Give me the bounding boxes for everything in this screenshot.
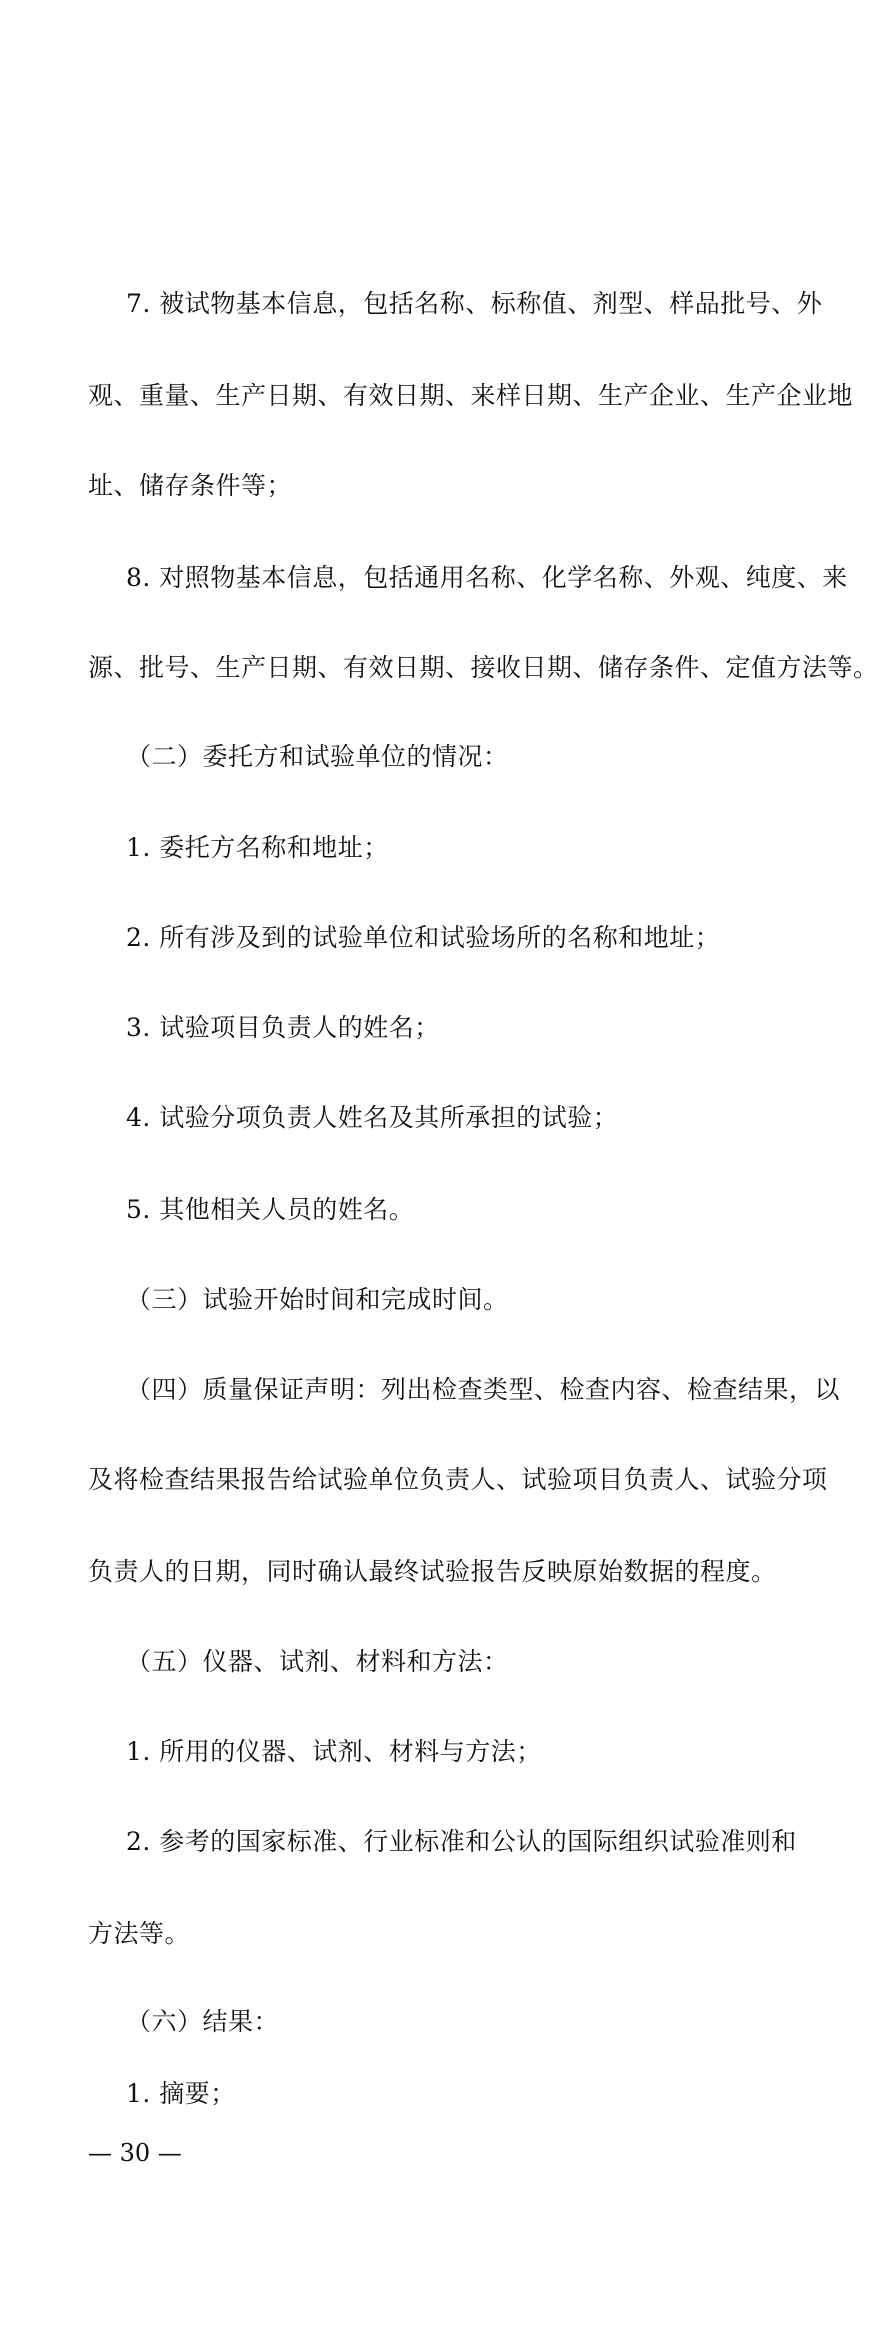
text-line-17: 1. 所用的仪器、试剂、材料与方法；	[126, 1737, 542, 1766]
text-line-19: 方法等。	[88, 1919, 191, 1948]
text-line-4: 8. 对照物基本信息，包括通用名称、化学名称、外观、纯度、来	[126, 563, 848, 592]
section-heading-3: （三）试验开始时间和完成时间。	[126, 1285, 509, 1314]
text-line-1: 7. 被试物基本信息，包括名称、标称值、剂型、样品批号、外	[126, 289, 823, 318]
section-heading-4: （四）质量保证声明：列出检查类型、检查内容、检查结果，以	[126, 1375, 841, 1404]
text-line-8: 2. 所有涉及到的试验单位和试验场所的名称和地址；	[126, 923, 721, 952]
text-line-14: 及将检查结果报告给试验单位负责人、试验项目负责人、试验分项	[88, 1465, 828, 1494]
text-line-21: 1. 摘要；	[126, 2079, 236, 2108]
text-line-3: 址、储存条件等；	[88, 471, 293, 500]
text-line-18: 2. 参考的国家标准、行业标准和公认的国际组织试验准则和	[126, 1827, 797, 1856]
section-heading-5: （五）仪器、试剂、材料和方法：	[126, 1647, 509, 1676]
section-heading-6: （六）结果：	[126, 2007, 280, 2036]
text-line-7: 1. 委托方名称和地址；	[126, 833, 389, 862]
text-line-11: 5. 其他相关人员的姓名。	[126, 1195, 415, 1224]
section-heading-2: （二）委托方和试验单位的情况：	[126, 742, 509, 771]
text-line-2: 观、重量、生产日期、有效日期、来样日期、生产企业、生产企业地	[88, 381, 854, 410]
text-line-15: 负责人的日期，同时确认最终试验报告反映原始数据的程度。	[88, 1557, 777, 1586]
page-number: — 30 —	[88, 2139, 182, 2167]
text-line-10: 4. 试验分项负责人姓名及其所承担的试验；	[126, 1103, 619, 1132]
text-line-9: 3. 试验项目负责人的姓名；	[126, 1013, 440, 1042]
text-line-5: 源、批号、生产日期、有效日期、接收日期、储存条件、定值方法等。	[88, 653, 879, 682]
